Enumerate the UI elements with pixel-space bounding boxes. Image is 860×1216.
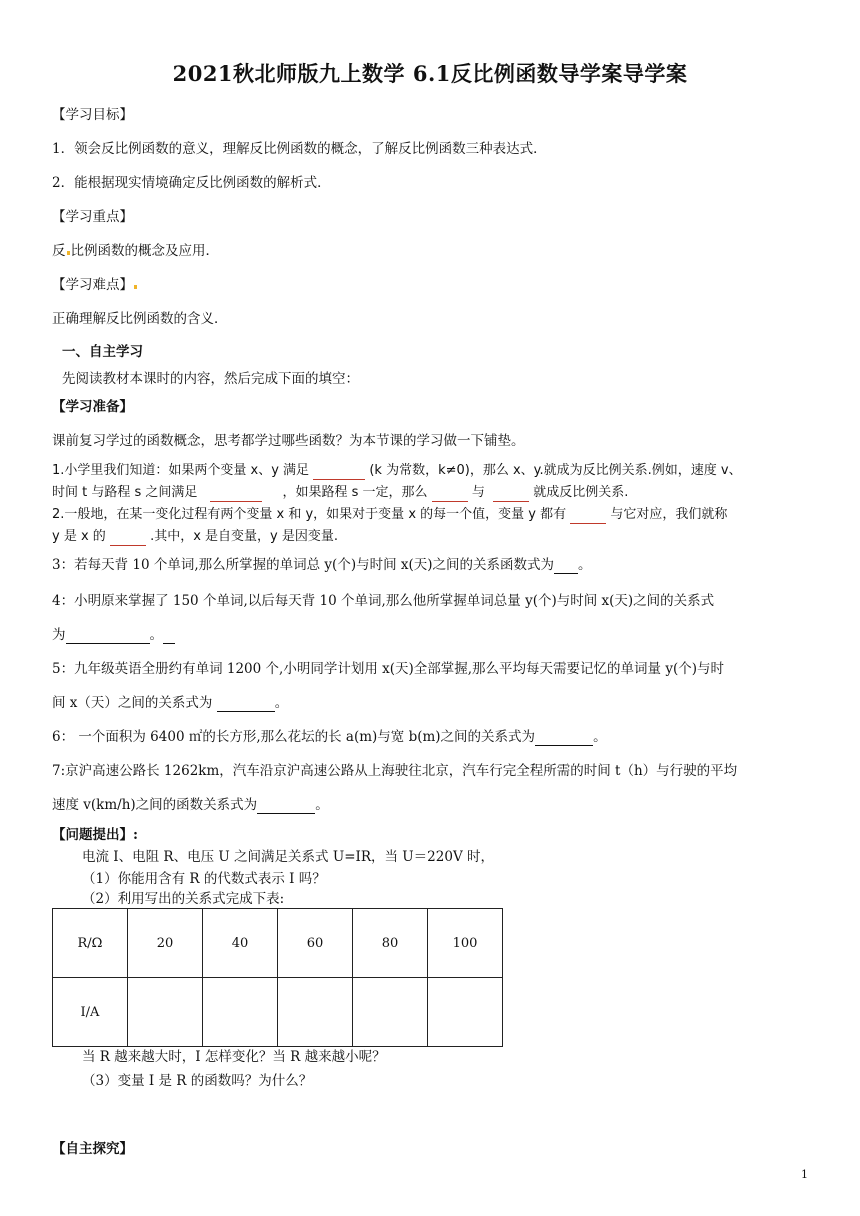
answer-cell[interactable] xyxy=(128,978,203,1047)
table-cell: I/A xyxy=(53,978,128,1047)
answer-cell[interactable] xyxy=(203,978,278,1047)
question-2-line-2: y 是 x 的 .其中，x 是自变量，y 是因变量. xyxy=(52,529,338,544)
resistance-current-table xyxy=(52,908,503,1047)
key-points-text: 反 比例函数的概念及应用． xyxy=(52,243,219,259)
answer-blank[interactable] xyxy=(493,487,529,502)
question-7-line-2: 速度 v(km/h)之间的函数关系式为 。 xyxy=(52,797,329,813)
self-study-heading: 一、自主学习 xyxy=(62,344,143,360)
answer-blank[interactable] xyxy=(313,465,365,480)
prep-text: 课前复习学过的函数概念，思考都学过哪些函数？为本节课的学习做一下铺垫。 xyxy=(52,433,525,449)
answer-cell[interactable] xyxy=(428,978,503,1047)
problem-heading: 【问题提出】: xyxy=(52,827,138,843)
table-cell: 40 xyxy=(203,909,278,978)
objective-2: 2．能根据现实情境确定反比例函数的解析式． xyxy=(52,175,331,191)
question-5-line-2: 间 x（天）之间的关系式为 。 xyxy=(52,695,289,711)
question-3: 3：若每天背 10 个单词,那么所掌握的单词总 y(个)与时间 x(天)之间的关系函数式为 。 xyxy=(52,557,592,573)
question-4-line-1: 4：小明原来掌握了 150 个单词,以后每天背 10 个单词,那么他所掌握单词总量 y(个)与时间 x(天)之间的关系式 xyxy=(52,593,715,609)
question-4-line-2: 为 。 xyxy=(52,626,175,644)
answer-blank[interactable] xyxy=(570,509,606,524)
question-2-line-1: 2.一般地，在某一变化过程有两个变量 x 和 y，如果对于变量 x 的每一个值，变量 y 都有 与它对应，我们就称 xyxy=(52,507,728,522)
question-7-line-1: 7:京沪高速公路长 1262km，汽车沿京沪高速公路从上海驶往北京，汽车行完全程所需的时间 t（h）与行驶的平均 xyxy=(52,763,738,779)
answer-cell[interactable] xyxy=(353,978,428,1047)
question-6: 6： 一个面积为 6400 ㎡的长方形,那么花坛的长 a(m)与宽 b(m)之间的关系式为 。 xyxy=(52,729,607,745)
problem-line-1: 电流 I、电阻 R、电压 U 之间满足关系式 U=IR，当 U＝220V 时， xyxy=(82,849,494,865)
difficulties-text: 正确理解反比例函数的含义． xyxy=(52,311,228,327)
table-cell: 20 xyxy=(128,909,203,978)
prep-heading: 【学习准备】 xyxy=(52,399,133,415)
answer-blank[interactable] xyxy=(217,697,275,712)
answer-blank[interactable] xyxy=(535,731,593,746)
question-1-line-2: 时间 t 与路程 s 之间满足 ，如果路程 s 一定，那么 与 就成反比例关系. xyxy=(52,485,629,500)
edit-mark-icon xyxy=(134,285,137,289)
objective-1: 1．领会反比例函数的意义，理解反比例函数的概念，了解反比例函数三种表达式． xyxy=(52,141,547,157)
table-row xyxy=(53,909,503,978)
table-cell: 100 xyxy=(428,909,503,978)
self-study-intro: 先阅读教材本课时的内容，然后完成下面的填空： xyxy=(62,371,359,387)
answer-blank[interactable] xyxy=(257,799,315,814)
table-cell: 60 xyxy=(278,909,353,978)
answer-blank[interactable] xyxy=(210,487,262,502)
key-points-heading: 【学习重点】 xyxy=(52,209,133,225)
problem-line-5: （3）变量 I 是 R 的函数吗？为什么？ xyxy=(82,1073,313,1089)
document-title: 2021秋北师版九上数学 6.1反比例函数导学案导学案 xyxy=(172,61,688,86)
answer-blank[interactable] xyxy=(432,487,468,502)
edit-mark-icon xyxy=(67,251,70,255)
page-number: 1 xyxy=(801,1168,808,1181)
table-cell: R/Ω xyxy=(53,909,128,978)
problem-line-3: （2）利用写出的关系式完成下表: xyxy=(82,891,285,907)
table-cell: 80 xyxy=(353,909,428,978)
explore-heading: 【自主探究】 xyxy=(52,1141,133,1157)
problem-line-4: 当 R 越来越大时，I 怎样变化？当 R 越来越小呢？ xyxy=(82,1049,386,1065)
answer-blank[interactable] xyxy=(66,629,150,644)
difficulties-heading: 【学习难点】 xyxy=(52,276,138,294)
table-row xyxy=(53,978,503,1047)
objectives-heading: 【学习目标】 xyxy=(52,107,133,123)
answer-cell[interactable] xyxy=(278,978,353,1047)
answer-blank[interactable] xyxy=(554,559,578,574)
answer-blank[interactable] xyxy=(110,531,146,546)
question-5-line-1: 5：九年级英语全册约有单词 1200 个,小明同学计划用 x(天)全部掌握,那么平均每天需要记忆的单词量 y(个)与时 xyxy=(52,661,724,677)
question-1-line-1: 1.小学里我们知道：如果两个变量 x、y 满足 (k 为常数，k≠0)，那么 x、y.就成为反比例关系.例如，速度 v、 xyxy=(52,463,742,478)
problem-line-2: （1）你能用含有 R 的代数式表示 I 吗？ xyxy=(82,871,326,887)
